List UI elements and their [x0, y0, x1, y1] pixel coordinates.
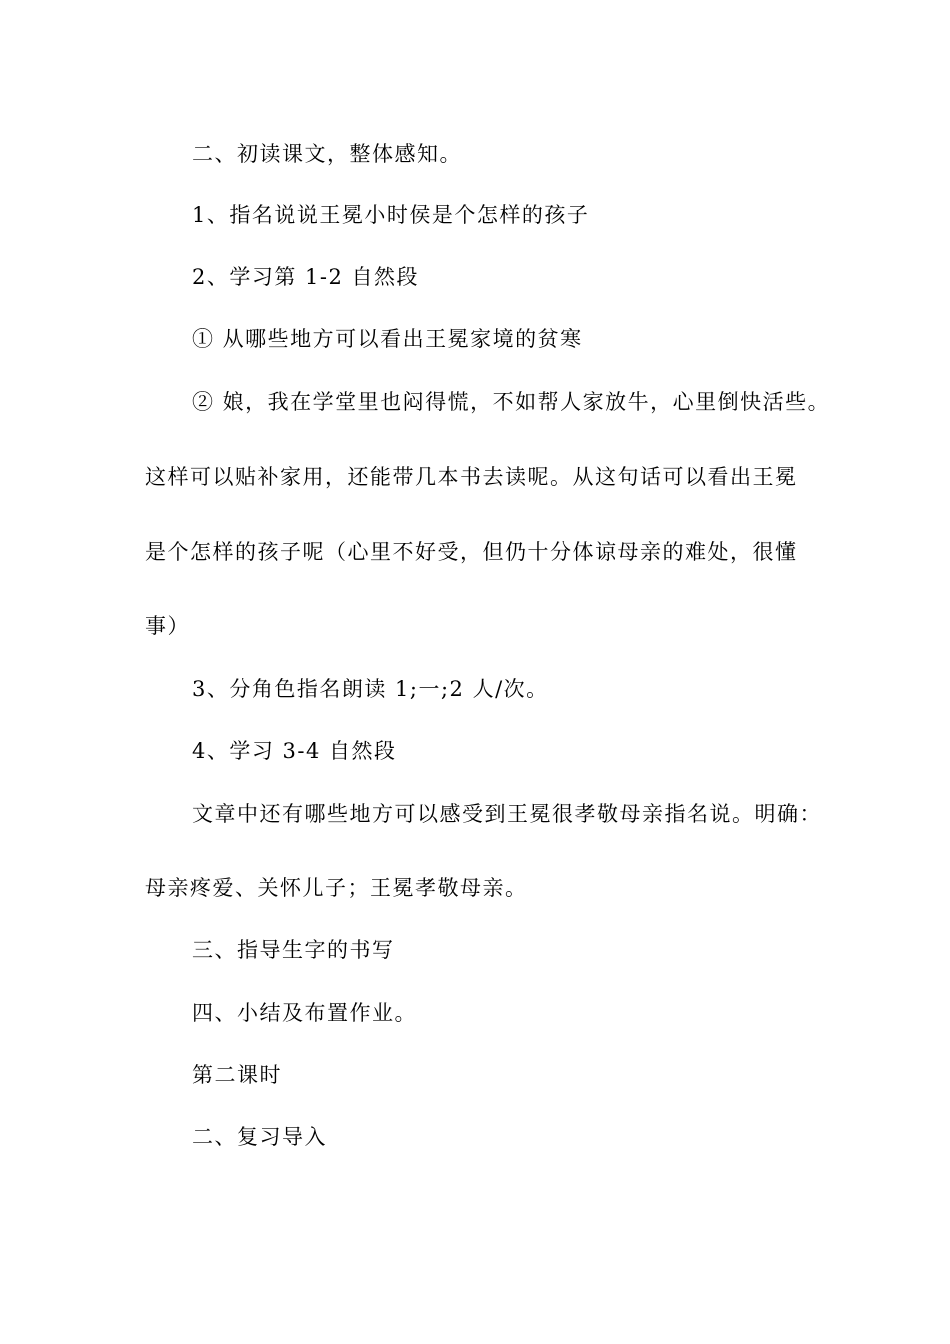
section-heading-initial-reading: 二、初读课文，整体感知。: [192, 142, 462, 166]
list-item-4: 4、学习 3-4 自然段: [192, 739, 397, 763]
paragraph-line: 是个怎样的孩子呢（心里不好受，但仍十分体谅母亲的难处，很懂: [145, 540, 798, 564]
paragraph-line: 母亲疼爱、关怀儿子；王冕孝敬母亲。: [145, 876, 528, 900]
sub-item-1: ① 从哪些地方可以看出王冕家境的贫寒: [192, 327, 583, 351]
section-heading-writing: 三、指导生字的书写: [192, 938, 395, 962]
list-item-3: 3、分角色指名朗读 1;一;2 人/次。: [192, 677, 549, 701]
paragraph-line: 这样可以贴补家用，还能带几本书去读呢。从这句话可以看出王冕: [145, 465, 798, 489]
list-item-2: 2、学习第 1-2 自然段: [192, 265, 420, 289]
section-heading-review: 二、复习导入: [192, 1125, 327, 1149]
lesson-heading: 第二课时: [192, 1063, 282, 1087]
paragraph-line: 事）: [145, 614, 190, 638]
section-heading-summary: 四、小结及布置作业。: [192, 1001, 417, 1025]
list-item-1: 1、指名说说王冕小时侯是个怎样的孩子: [192, 203, 590, 227]
sub-item-2: ② 娘，我在学堂里也闷得慌，不如帮人家放牛，心里倒快活些。: [192, 390, 831, 414]
paragraph-line: 文章中还有哪些地方可以感受到王冕很孝敬母亲指名说。明确：: [192, 802, 822, 826]
